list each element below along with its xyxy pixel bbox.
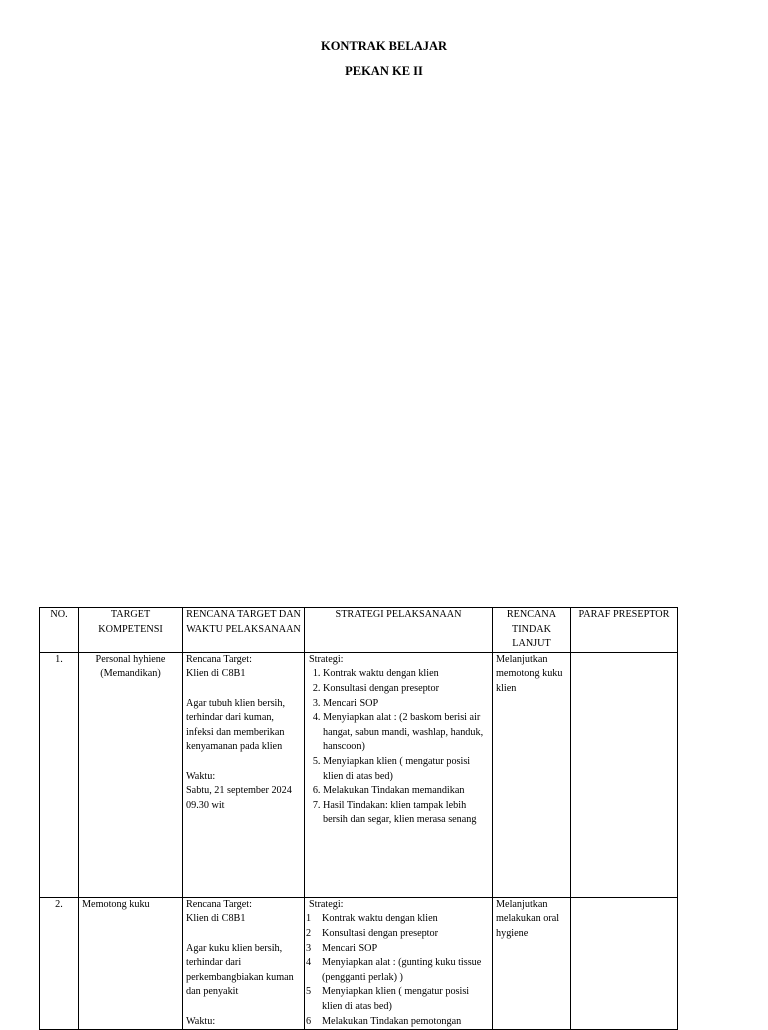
rencana-klien: Klien di C8B1 — [186, 913, 246, 925]
row-number: 1. — [40, 652, 79, 897]
header-paraf: PARAF PRESEPTOR — [571, 608, 678, 653]
waktu-jam: 09.30 wit — [186, 799, 225, 811]
list-item: 4 Menyiapkan alat : (gunting kuku tissue (pengganti perlak) ) — [306, 957, 482, 983]
strategi-list — [306, 667, 489, 828]
list-item: 7. Hasil Tindakan: klien tampak lebih bersih dan segar, klien merasa senang — [323, 799, 489, 828]
header-rencana: RENCANA TARGET DAN WAKTU PELAKSANAAN — [183, 608, 305, 653]
waktu-tanggal: Sabtu, 21 september 2024 — [186, 785, 292, 797]
list-item: 1. Kontrak waktu dengan klien — [323, 667, 489, 682]
strategi-list — [306, 912, 489, 1029]
rencana-klien: Klien di C8B1 — [186, 668, 246, 680]
list-item: 2. Konsultasi dengan preseptor — [323, 682, 489, 697]
row-strategi — [305, 897, 493, 1029]
document-title: KONTRAK BELAJAR — [320, 39, 448, 53]
list-item: 1 Kontrak waktu dengan klien — [306, 913, 438, 925]
row-tindak: Melanjutkan memotong kuku klien — [493, 652, 571, 897]
rencana-tujuan: Agar kuku klien bersih, terhindar dari perkembangbiakan kuman dan penyakit — [186, 942, 294, 998]
list-item: 2 Konsultasi dengan preseptor — [306, 927, 438, 939]
table-row — [40, 652, 678, 897]
list-item: 5 Menyiapkan klien ( mengatur posisi klien di atas bed) — [306, 986, 470, 1012]
waktu-label: Waktu: — [186, 1015, 216, 1027]
learning-contract-table — [39, 607, 678, 1030]
header-strategi: STRATEGI PELAKSANAAN — [305, 608, 493, 653]
strategi-label: Strategi: — [309, 898, 344, 910]
list-item: 4. Menyiapkan alat : (2 baskom berisi air hangat, sabun mandi, washlap, handuk, hanscoon) — [323, 711, 489, 755]
row-paraf — [571, 652, 678, 897]
header-no: NO. — [40, 608, 79, 653]
strategi-label: Strategi: — [309, 653, 344, 665]
row-rencana — [183, 652, 305, 897]
row-paraf — [571, 897, 678, 1029]
row-strategi — [305, 652, 493, 897]
row-target: Personal hyhiene (Memandikan) — [79, 652, 183, 897]
list-item: 3. Mencari SOP — [323, 697, 489, 712]
list-item: 6 Melakukan Tindakan pemotongan — [306, 1015, 462, 1027]
row-tindak: Melanjutkan melakukan oral hygiene — [493, 897, 571, 1029]
row-rencana — [183, 897, 305, 1029]
list-item: 3 Mencari SOP — [306, 942, 378, 954]
rencana-label: Rencana Target: — [186, 898, 252, 910]
table-header-row — [40, 608, 678, 653]
row-target: Memotong kuku — [79, 897, 183, 1029]
rencana-label: Rencana Target: — [186, 653, 252, 665]
document-subtitle: PEKAN KE II — [345, 64, 423, 78]
waktu-label: Waktu: — [186, 770, 216, 782]
list-item: 6. Melakukan Tindakan memandikan — [323, 784, 489, 799]
list-item: 5. Menyiapkan klien ( mengatur posisi klien di atas bed) — [323, 755, 489, 784]
table-row — [40, 897, 678, 1029]
header-tindak: RENCANA TINDAK LANJUT — [493, 608, 571, 653]
row-number: 2. — [40, 897, 79, 1029]
rencana-tujuan: Agar tubuh klien bersih, terhindar dari kuman, infeksi dan memberikan kenyamanan pada klien — [186, 697, 286, 753]
header-target: TARGET KOMPETENSI — [79, 608, 183, 653]
